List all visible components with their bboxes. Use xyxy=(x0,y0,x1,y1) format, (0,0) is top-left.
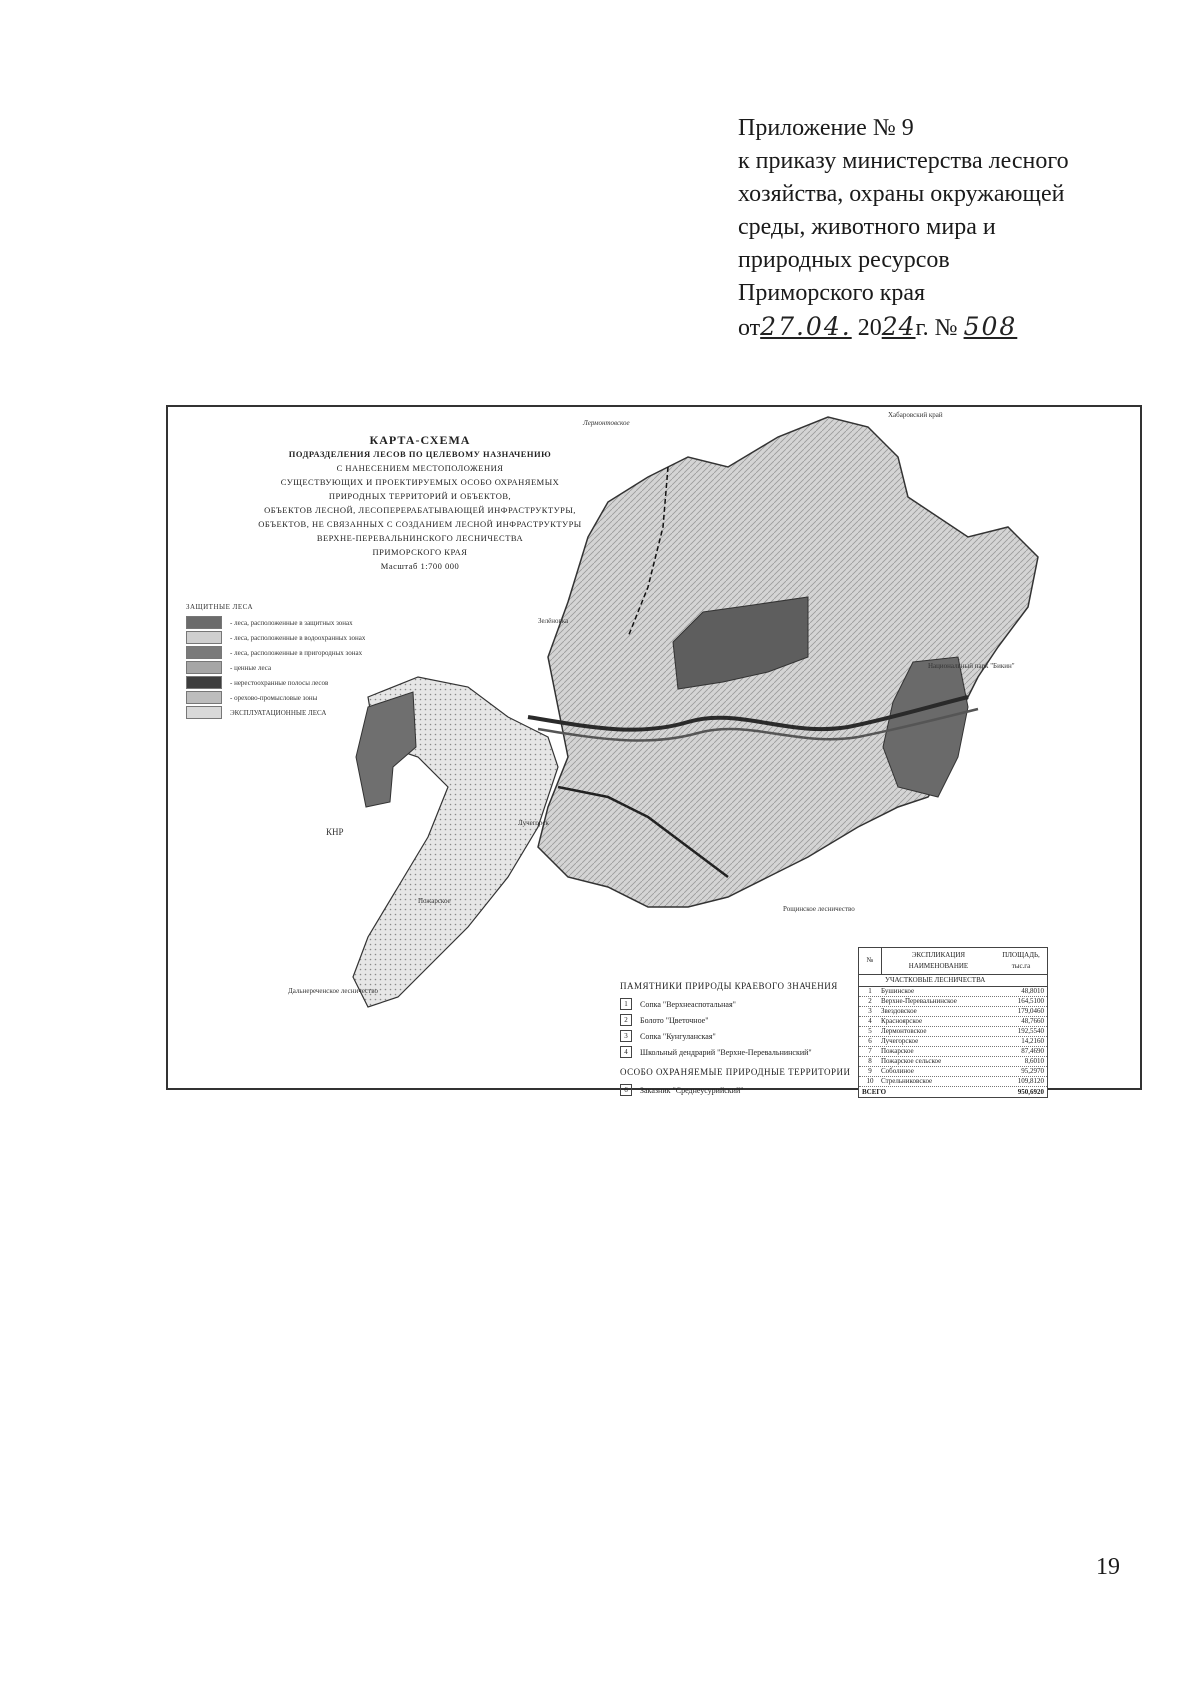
monument-number: 6 xyxy=(620,1084,632,1096)
appendix-line: к приказу министерства лесного xyxy=(738,148,1069,174)
place-label: Хабаровский край xyxy=(888,411,943,419)
legend-swatch xyxy=(186,616,222,629)
row-area: 95,2970 xyxy=(1021,1067,1044,1075)
row-name: Верхне-Перевальнинское xyxy=(881,997,957,1005)
legend-label: - нерестоохранные полосы лесов xyxy=(230,678,329,687)
appendix-line: природных ресурсов xyxy=(738,247,950,273)
legend-swatch xyxy=(186,706,222,719)
row-name: Лермонтовское xyxy=(881,1027,927,1035)
row-name: Стрельниковское xyxy=(881,1077,933,1085)
explication-section: УЧАСТКОВЫЕ ЛЕСНИЧЕСТВА xyxy=(859,975,1047,987)
explication-row xyxy=(859,1047,1047,1057)
legend-swatch xyxy=(186,661,222,674)
legend-item xyxy=(186,631,486,644)
row-area: 48,7660 xyxy=(1021,1017,1044,1025)
row-name: Соболиное xyxy=(881,1067,914,1075)
legend-item xyxy=(186,616,486,629)
monument-number: 4 xyxy=(620,1046,632,1058)
row-area: 87,4690 xyxy=(1021,1047,1044,1055)
date-prefix: от xyxy=(738,315,761,341)
monument-name: Болото "Цветочное" xyxy=(640,1015,709,1025)
explication-row xyxy=(859,987,1047,997)
map-title-line: ОБЪЕКТОВ ЛЕСНОЙ, ЛЕСОПЕРЕРАБАТЫВАЮЩЕЙ ИНФРАСТРУКТУРЫ, xyxy=(264,505,576,515)
appendix-line: среды, животного мира и xyxy=(738,214,996,240)
legend-item xyxy=(186,661,486,674)
explication-header xyxy=(859,948,1047,975)
legend-label: - леса, расположенные в пригородных зонах xyxy=(230,648,363,657)
place-label: Дальнереченское лесничество xyxy=(288,987,378,995)
legend-swatch xyxy=(186,691,222,704)
total-value: 950,6920 xyxy=(1017,1088,1044,1096)
row-number: 1 xyxy=(868,987,872,995)
explication-row xyxy=(859,1057,1047,1067)
row-area: 164,5100 xyxy=(1017,997,1044,1005)
place-label: Лермонтовское xyxy=(583,419,630,427)
map-title-main: КАРТА-СХЕМА xyxy=(369,433,471,447)
legend-swatch xyxy=(186,646,222,659)
explication-row xyxy=(859,997,1047,1007)
place-label: Лучегорск xyxy=(518,819,549,827)
legend-label: - орехово-промысловые зоны xyxy=(230,693,318,702)
row-number: 3 xyxy=(868,1007,872,1015)
monument-number: 3 xyxy=(620,1030,632,1042)
monument-number: 2 xyxy=(620,1014,632,1026)
row-number: 7 xyxy=(868,1047,872,1055)
appendix-line: хозяйства, охраны окружающей xyxy=(738,181,1065,207)
handwritten-year: 24 xyxy=(881,312,916,341)
forest-map xyxy=(166,405,1142,1096)
legend-item xyxy=(186,691,486,704)
explication-total xyxy=(859,1087,1047,1097)
row-area: 109,8120 xyxy=(1017,1077,1044,1085)
map-title-line: СУЩЕСТВУЮЩИХ И ПРОЕКТИРУЕМЫХ ОСОБО ОХРАНЯЕМЫХ xyxy=(280,477,560,487)
legend-item xyxy=(186,646,486,659)
row-number: 2 xyxy=(868,997,872,1005)
row-number: 10 xyxy=(866,1077,874,1085)
number-prefix: г. № xyxy=(915,315,958,341)
row-name: Лучегорское xyxy=(881,1037,919,1045)
monument-name: Заказник "Среднеусурийский" xyxy=(640,1085,744,1095)
legend-swatch xyxy=(186,676,222,689)
map-title-line: ПРИРОДНЫХ ТЕРРИТОРИЙ И ОБЪЕКТОВ, xyxy=(328,491,512,501)
row-number: 8 xyxy=(868,1057,872,1065)
explication-row xyxy=(859,1037,1047,1047)
place-label: Зелёновка xyxy=(538,617,569,625)
appendix-line: Приложение № 9 xyxy=(738,115,914,141)
map-title-line: ВЕРХНЕ-ПЕРЕВАЛЬНИНСКОГО ЛЕСНИЧЕСТВА xyxy=(316,533,524,543)
place-label: КНР xyxy=(326,827,344,837)
handwritten-date: 27.04. xyxy=(760,312,852,341)
explication-row xyxy=(859,1007,1047,1017)
place-label: Национальный парк "Бикин" xyxy=(928,662,1015,670)
row-name: Бушинское xyxy=(881,987,915,995)
place-label: Пожарское xyxy=(418,897,451,905)
protected-areas-header: ОСОБО ОХРАНЯЕМЫЕ ПРИРОДНЫЕ ТЕРРИТОРИИ xyxy=(620,1067,851,1077)
place-label: Рощинское лесничество xyxy=(783,905,855,913)
row-name: Пожарское сельское xyxy=(881,1057,942,1065)
map-title-line: ОБЪЕКТОВ, НЕ СВЯЗАННЫХ С СОЗДАНИЕМ ЛЕСНОЙ ИНФРАСТРУКТУРЫ xyxy=(258,519,582,529)
explication-table xyxy=(858,947,1048,1098)
legend-swatch xyxy=(186,631,222,644)
monument-name: Школьный дендрарий "Верхне-Перевальнинский" xyxy=(640,1047,812,1057)
row-area: 192,5540 xyxy=(1017,1027,1044,1035)
row-name: Красноярское xyxy=(881,1017,923,1025)
appendix-block xyxy=(738,112,1158,345)
row-area: 8,6010 xyxy=(1024,1057,1044,1065)
row-area: 14,2160 xyxy=(1021,1037,1044,1045)
legend-item xyxy=(186,706,486,719)
explication-row xyxy=(859,1017,1047,1027)
legend-label: - ценные леса xyxy=(230,663,272,672)
legend-label: - леса, расположенные в водоохранных зонах xyxy=(230,633,366,642)
map-title-line: С НАНЕСЕНИЕМ МЕСТОПОЛОЖЕНИЯ xyxy=(336,463,504,473)
explication-row xyxy=(859,1067,1047,1077)
monument-number: 1 xyxy=(620,998,632,1010)
appendix-line: Приморского края xyxy=(738,280,926,306)
col-area: ПЛОЩАДЬ, тыс.га xyxy=(1002,951,1040,970)
page-number: 19 xyxy=(1096,1554,1120,1580)
handwritten-number: 508 xyxy=(963,312,1018,341)
map-scale: Масштаб 1:700 000 xyxy=(380,561,460,571)
row-area: 48,8010 xyxy=(1021,987,1044,995)
map-title xyxy=(190,433,650,573)
monument-name: Сопка "Кунгуланская" xyxy=(640,1031,716,1041)
legend-label: - леса, расположенные в защитных зонах xyxy=(230,618,353,627)
legend-header: ЗАЩИТНЫЕ ЛЕСА xyxy=(186,603,254,611)
year-prefix: 20 xyxy=(857,315,882,341)
monuments-header: ПАМЯТНИКИ ПРИРОДЫ КРАЕВОГО ЗНАЧЕНИЯ xyxy=(620,981,838,991)
map-title-line: ПОДРАЗДЕЛЕНИЯ ЛЕСОВ ПО ЦЕЛЕВОМУ НАЗНАЧЕНИЮ xyxy=(288,449,552,459)
explication-row xyxy=(859,1077,1047,1087)
map-legend xyxy=(186,603,486,721)
row-number: 4 xyxy=(868,1017,872,1025)
appendix-date-line xyxy=(738,310,1158,345)
total-label: ВСЕГО xyxy=(862,1088,887,1096)
map-title-line: ПРИМОРСКОГО КРАЯ xyxy=(372,547,468,557)
row-number: 6 xyxy=(868,1037,872,1045)
legend-label: ЭКСПЛУАТАЦИОННЫЕ ЛЕСА xyxy=(230,708,327,717)
row-name: Пожарское xyxy=(881,1047,914,1055)
legend-item xyxy=(186,676,486,689)
explication-row xyxy=(859,1027,1047,1037)
row-number: 9 xyxy=(868,1067,872,1075)
col-num: № xyxy=(859,948,882,974)
row-number: 5 xyxy=(868,1027,872,1035)
row-area: 179,0460 xyxy=(1017,1007,1044,1015)
col-name: ЭКСПЛИКАЦИЯ НАИМЕНОВАНИЕ xyxy=(908,951,969,970)
row-name: Звездовское xyxy=(881,1007,917,1015)
monument-name: Сопка "Верхнеаспотальная" xyxy=(640,999,736,1009)
